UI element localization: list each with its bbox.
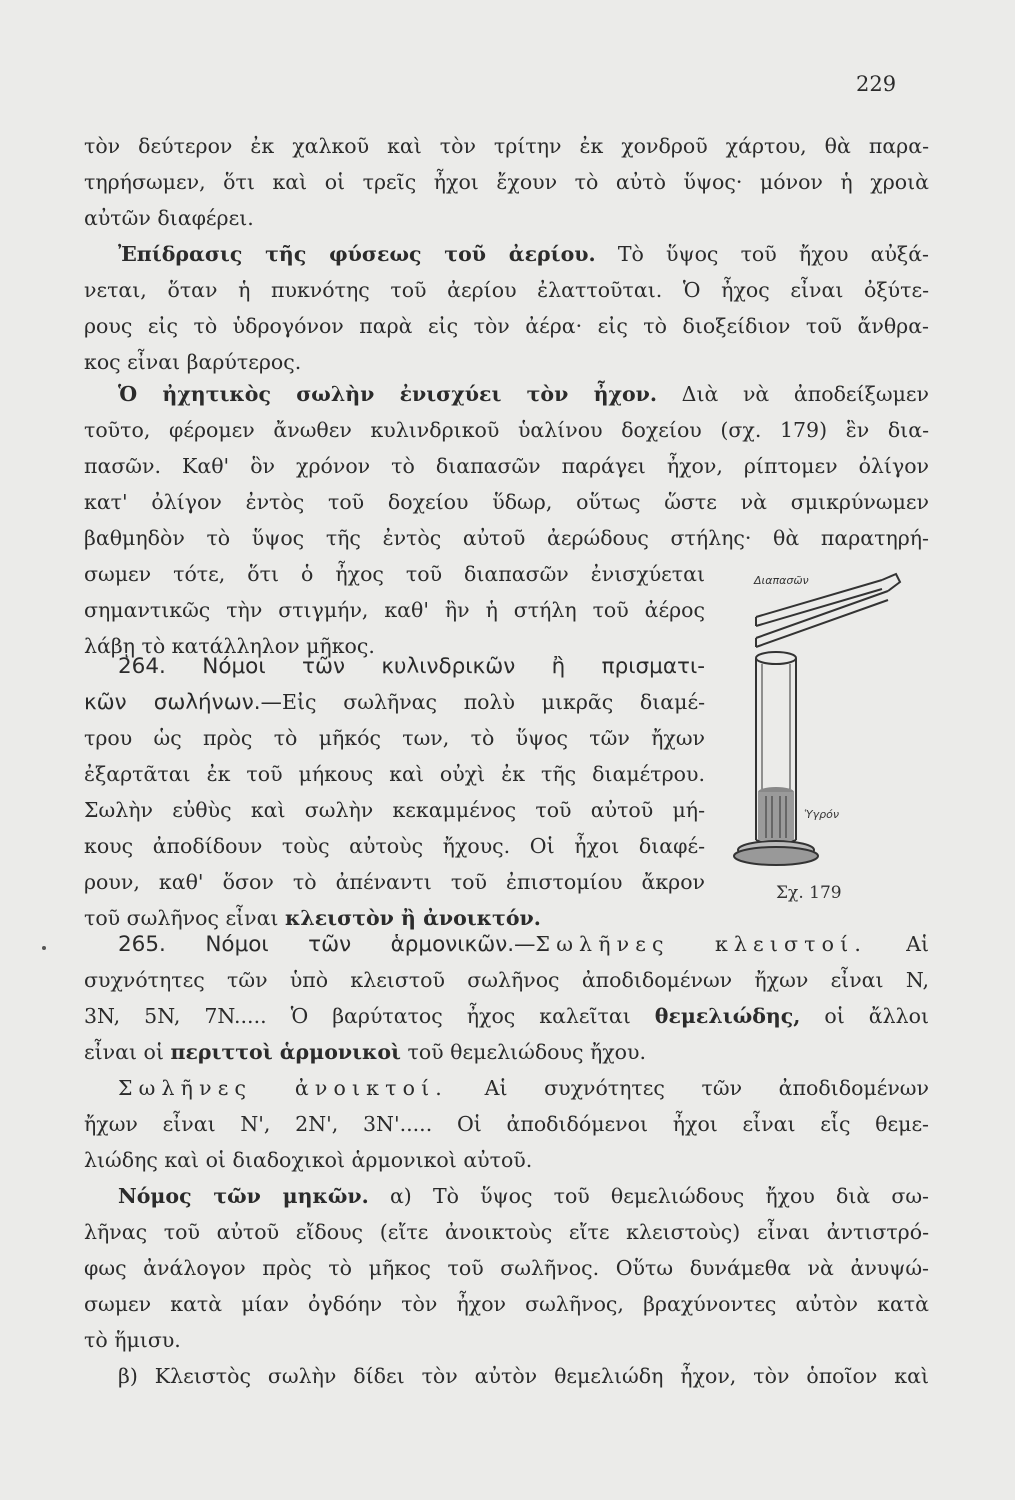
text-line: βαθμηδὸν τὸ ὕψος τῆς ἐντὸς αὐτοῦ ἀερώδους στήλης· θὰ παρατηρή- [84,526,929,550]
paragraph-resonance [118,376,929,412]
text-line: νεται, ὅταν ἡ πυκνότης τοῦ ἀερίου ἐλαττοῦται. Ὁ ἦχος εἶναι ὀξύτε- [84,278,929,302]
text-run: 3N, 5N, 7N..... Ὁ βαρύτατος ἦχος καλεῖται [84,1004,631,1028]
text-line: τὸ ἥμισυ. [84,1328,181,1352]
text-line: σωμεν κατὰ μίαν ὀγδόην τὸν ἦχον σωλῆνος, βραχύνοντες αὐτὸν κατὰ [84,1292,929,1316]
text-line: ρους εἰς τὸ ὑδρογόνον παρὰ εἰς τὸν ἀέρα· εἰς τὸ διοξείδιον τοῦ ἄνθρα- [84,314,929,338]
text-run: Τὸ ὕψος τοῦ ἤχου αὐξά- [617,242,929,266]
text-line: κους ἀποδίδουν τοὺς αὐτοὺς ἤχους. Οἱ ἦχοι διαφέ- [84,834,705,858]
text-run: εἶναι οἱ [84,1040,164,1064]
heading-264: 264. Νόμοι τῶν κυλινδρικῶν ἢ πρισματι- [118,654,705,679]
text-line: Σωλὴν εὐθὺς καὶ σωλὴν κεκαμμένος τοῦ αὐτοῦ μή- [84,798,705,822]
text-line: κατ' ὀλίγον ἐντὸς τοῦ δοχείου ὕδωρ, οὕτως ὥστε νὰ σμικρύνωμεν [84,490,929,514]
closed-or-open: κλειστὸν ἢ ἀνοικτόν. [284,906,541,930]
term-fundamental: θεμελιώδης, [654,1004,801,1028]
text-line: συχνότητες τῶν ὑπὸ κλειστοῦ σωλῆνος ἀποδιδομένων ἤχων εἶναι N, [84,968,929,992]
text-line: β) Κλειστὸς σωλὴν δίδει τὸν αὐτὸν θεμελιώδη ἦχον, τὸν ὁποῖον καὶ [118,1364,929,1388]
paragraph-open [118,1070,929,1106]
text-line: λάβῃ τὸ κατάλληλον μῆκος. [84,634,375,658]
tuning-fork-label: Διαπασῶν [754,574,809,587]
text-run: τοῦ θεμελιώδους ἤχου. [407,1040,646,1064]
text-run: Αἱ συχνότητες τῶν ἀποδιδομένων [484,1076,929,1100]
text-line: ἤχων εἶναι N', 2N', 3N'..... Οἱ ἀποδιδόμενοι ἦχοι εἶναι εἷς θεμε- [84,1112,929,1136]
text-line: ἐξαρτᾶται ἐκ τοῦ μήκους καὶ οὐχὶ ἐκ τῆς διαμέτρου. [84,762,705,786]
paragraph-265 [118,926,929,962]
paragraph-lengths [118,1178,929,1214]
open-pipes-label: Σωλῆνες ἀνοικτοί. [118,1076,448,1100]
heading-sound-tube: Ὁ ἠχητικὸς σωλὴν ἐνισχύει τὸν ἦχον. [118,382,658,406]
text-line: κος εἶναι βαρύτερος. [84,350,302,374]
text-line: τηρήσωμεν, ὅτι καὶ οἱ τρεῖς ἦχοι ἔχουν τὸ αὐτὸ ὕψος· μόνον ἡ χροιὰ [84,170,929,194]
paragraph-264 [84,684,705,720]
margin-dot [42,946,46,950]
figure-caption: Σχ. 179 [776,883,842,903]
text-line: τρου ὡς πρὸς τὸ μῆκός των, τὸ ὕψος τῶν ἤχων [84,726,705,750]
text-line: τοῦτο, φέρομεν ἄνωθεν κυλινδρικοῦ ὑαλίνου δοχείου (σχ. 179) ἓν δια- [84,418,929,442]
text-line: αὐτῶν διαφέρει. [84,206,254,230]
text-line: ρουν, καθ' ὅσον τὸ ἀπέναντι τοῦ ἐπιστομίου ἄκρον [84,870,705,894]
liquid-label: Ὑγρόν [804,808,839,821]
water-column-icon [758,787,794,840]
text-run: Εἰς σωλῆνας πολὺ μικρᾶς διαμέ- [282,690,705,714]
page-number: 229 [856,72,897,96]
text-run: Αἱ [906,932,929,956]
text-line: πασῶν. Καθ' ὃν χρόνον τὸ διαπασῶν παράγει ἦχον, ρίπτομεν ὀλίγον [84,454,929,478]
text-line: σωμεν τότε, ὅτι ὁ ἦχος τοῦ διαπασῶν ἐνισχύεται [84,562,705,586]
text-run: τοῦ σωλῆνος εἶναι [84,906,279,930]
paragraph-fundamental [84,998,929,1034]
text-run: α) Τὸ ὕψος τοῦ θεμελιώδους ἤχου διὰ σω- [389,1184,929,1208]
text-line: φως ἀνάλογον πρὸς τὸ μῆκος τοῦ σωλῆνος. Οὕτω δυνάμεθα νὰ ἀνυψώ- [84,1256,929,1280]
text-line: λιώδης καὶ οἱ διαδοχικοὶ ἁρμονικοὶ αὐτοῦ. [84,1148,533,1172]
heading-264-cont: κῶν σωλήνων.— [84,690,283,715]
text-line: σημαντικῶς τὴν στιγμήν, καθ' ἣν ἡ στήλη τοῦ ἀέρος [84,598,705,622]
stand-base-icon [734,841,818,865]
paragraph-air-effect [118,236,929,272]
text-line: λῆνας τοῦ αὐτοῦ εἴδους (εἴτε ἀνοικτοὺς εἴτε κλειστοὺς) εἶναι ἀντιστρό- [84,1220,929,1244]
term-odd-harmonics: περιττοὶ ἁρμονικοὶ [170,1040,401,1064]
heading-gas-nature: Ἐπίδρασις τῆς φύσεως τοῦ ἀερίου. [118,242,596,266]
paragraph-odd [84,1034,929,1070]
text-run: Διὰ νὰ ἀποδείξωμεν [681,382,929,406]
heading-law-of-lengths: Νόμος τῶν μηκῶν. [118,1184,369,1208]
closed-pipes-label: Σωλῆνες κλειστοί. [535,932,867,956]
heading-265: 265. Νόμοι τῶν ἁρμονικῶν.— [118,932,536,957]
text-line: τὸν δεύτερον ἐκ χαλκοῦ καὶ τὸν τρίτην ἐκ χονδροῦ χάρτου, θὰ παρα- [84,134,929,158]
figure-179 [716,560,906,910]
text-run: οἱ ἄλλοι [824,1004,929,1028]
resonance-tube-illustration [716,560,906,910]
